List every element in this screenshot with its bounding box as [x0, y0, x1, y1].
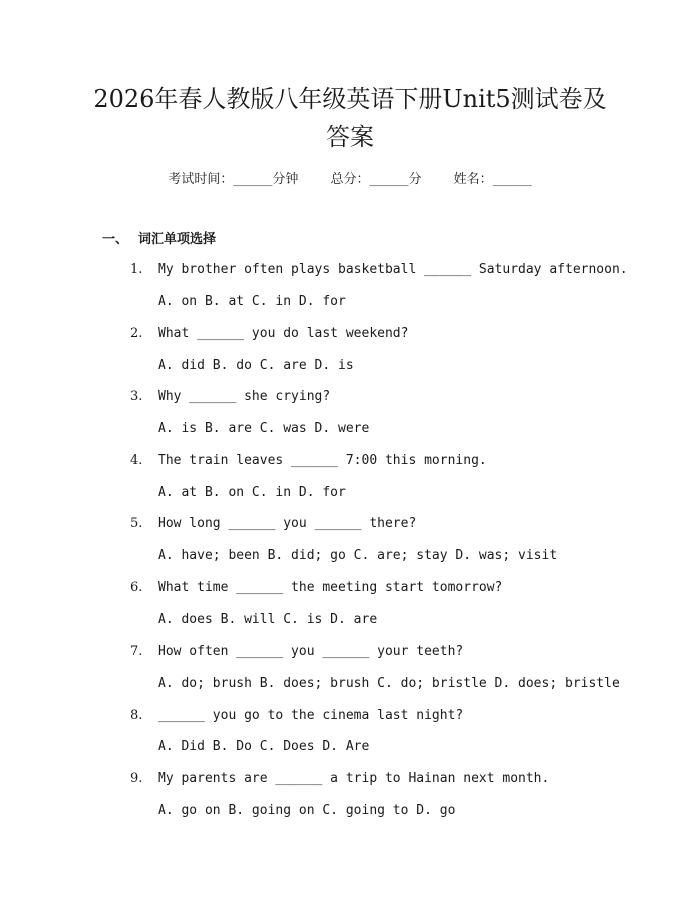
student-name: 姓名：______ — [453, 172, 532, 187]
question-text: The train leaves ______ 7:00 this morning. — [158, 453, 487, 468]
question-number: 4. — [130, 453, 143, 468]
question-number: 1. — [130, 262, 143, 277]
question-number: 7. — [130, 644, 143, 659]
question-number: 9. — [130, 771, 143, 786]
question-options: A. is B. are C. was D. were — [158, 421, 370, 436]
section-title: 词汇单项选择 — [138, 232, 217, 247]
document-title: 2026年春人教版八年级英语下册Unit5测试卷及答案 — [93, 85, 607, 151]
question-text: What ______ you do last weekend? — [158, 326, 409, 341]
question-text: How long ______ you ______ there? — [158, 516, 417, 531]
question-text: What time ______ the meeting start tomorrow? — [158, 580, 503, 595]
question — [130, 516, 416, 531]
question-text: Why ______ she crying? — [158, 389, 331, 404]
question-number: 3. — [130, 389, 143, 404]
question — [130, 326, 408, 341]
question — [130, 708, 463, 723]
question-options: A. do; brush B. does; brush C. do; bristle D. does; bristle — [158, 676, 620, 691]
exam-meta — [0, 168, 700, 187]
section-number: 一、 — [102, 232, 129, 247]
question-text: How often ______ you ______ your teeth? — [158, 644, 464, 659]
question-options: A. did B. do C. are D. is — [158, 358, 354, 373]
question — [130, 644, 463, 659]
section-heading — [102, 228, 216, 247]
question — [130, 771, 549, 786]
total-score: 总分：______分 — [330, 172, 422, 187]
question-number: 5. — [130, 516, 143, 531]
question — [130, 389, 330, 404]
question-number: 8. — [130, 708, 143, 723]
question-options: A. go on B. going on C. going to D. go — [158, 803, 456, 818]
question-text: My brother often plays basketball ______ Saturday afternoon. — [158, 262, 628, 277]
question-options: A. on B. at C. in D. for — [158, 294, 346, 309]
question-text: ______ you go to the cinema last night? — [158, 708, 464, 723]
question-number: 6. — [130, 580, 143, 595]
exam-time: 考试时间：______分钟 — [168, 172, 299, 187]
question-options: A. have; been B. did; go C. are; stay D. was; visit — [158, 548, 558, 563]
question — [130, 580, 502, 595]
question-text: My parents are ______ a trip to Hainan next month. — [158, 771, 550, 786]
question — [130, 262, 628, 277]
question-options: A. does B. will C. is D. are — [158, 612, 378, 627]
question-options: A. Did B. Do C. Does D. Are — [158, 739, 370, 754]
question-number: 2. — [130, 326, 143, 341]
question-options: A. at B. on C. in D. for — [158, 485, 346, 500]
question — [130, 453, 487, 468]
